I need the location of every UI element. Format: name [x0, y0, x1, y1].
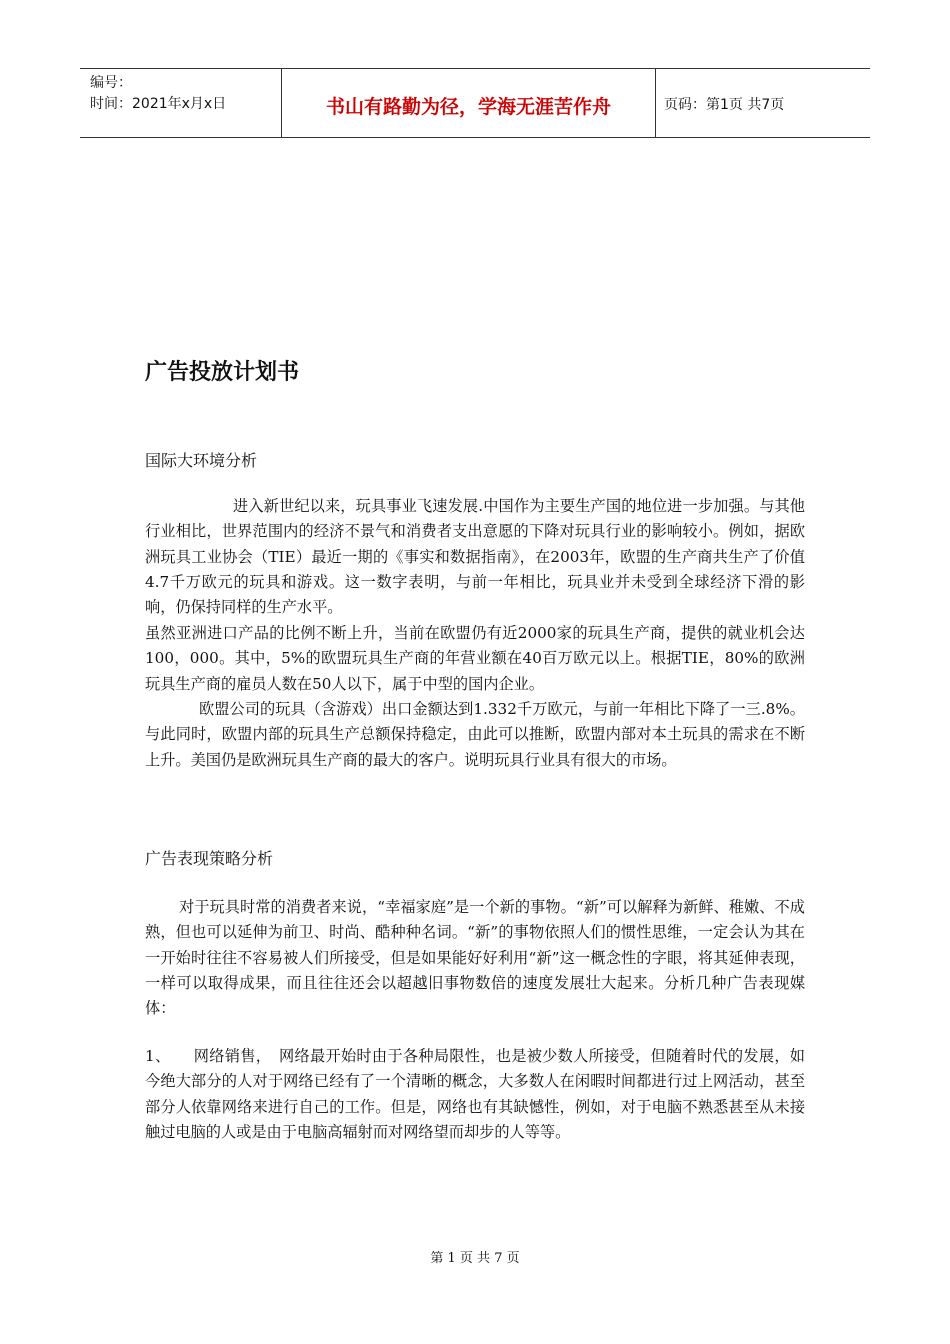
- paragraph: 虽然亚洲进口产品的比例不断上升，当前在欧盟仍有近2000家的玩具生产商，提供的就业机会达100，000。其中，5%的欧盟玩具生产商的年营业额在40百万欧元以上。根据TIE，80%的欧洲玩具生产商的雇员人数在50人以下，属于中型的国内企业。: [145, 624, 805, 693]
- paragraph: 欧盟公司的玩具（含游戏）出口金额达到1.332千万欧元，与前一年相比下降了一三.8%。与此同时，欧盟内部的玩具生产总额保持稳定，由此可以推断，欧盟内部对本土玩具的需求在不断上升。美国仍是欧洲玩具生产商的最大的客户。说明玩具行业具有很大的市场。: [145, 700, 805, 769]
- serial-label: 编号：: [90, 75, 132, 91]
- header-page-info: 页码：第1页 共7页: [664, 97, 785, 113]
- paragraph: 进入新世纪以来，玩具事业飞速发展.中国作为主要生产国的地位进一步加强。与其他行业相比，世界范围内的经济不景气和消费者支出意愿的下降对玩具行业的影响较小。例如，据欧洲玩具工业协会（TIE）最近一期的《事实和数据指南》，在2003年，欧盟的生产商共生产了价值4.7千万欧元的玩具和游戏。这一数字表明，与前一年相比，玩具业并未受到全球经济下滑的影响，仍保持同样的生产水平。: [145, 497, 805, 617]
- page-header: [80, 68, 870, 138]
- page-footer: 第 1 页 共 7 页: [430, 1251, 520, 1266]
- section-heading-ad-strategy: 广告表现策略分析: [145, 849, 274, 868]
- paragraph: 对于玩具时常的消费者来说，“幸福家庭”是一个新的事物。“新”可以解释为新鲜、稚嫩、不成熟，但也可以延伸为前卫、时尚、酷种种名词。“新”的事物依照人们的惯性思维，一定会认为其在一开始时往往不容易被人们所接受，但是如果能好好利用“新”这一概念性的字眼，将其延伸表现，一样可以取得成果，而且往往还会以超越旧事物数倍的速度发展壮大起来。分析几种广告表现媒体：: [145, 898, 805, 1018]
- section-heading-international: 国际大环境分析: [145, 451, 258, 470]
- header-info-cell: [80, 69, 282, 137]
- document-title: 广告投放计划书: [145, 360, 300, 385]
- header-motto: 书山有路勤为径，学海无涯苦作舟: [282, 69, 656, 137]
- paragraph: 1、 网络销售， 网络最开始时由于各种局限性，也是被少数人所接受，但随着时代的发展，如今绝大部分的人对于网络已经有了一个清晰的概念，大多数人在闲暇时间都进行过上网活动，甚至部分人依靠网络来进行自己的工作。但是，网络也有其缺憾性，例如，对于电脑不熟悉甚至从未接触过电脑的人或是由于电脑高辐射而对网络望而却步的人等等。: [145, 1047, 805, 1141]
- date-line: 时间：2021年x月x日: [90, 96, 227, 112]
